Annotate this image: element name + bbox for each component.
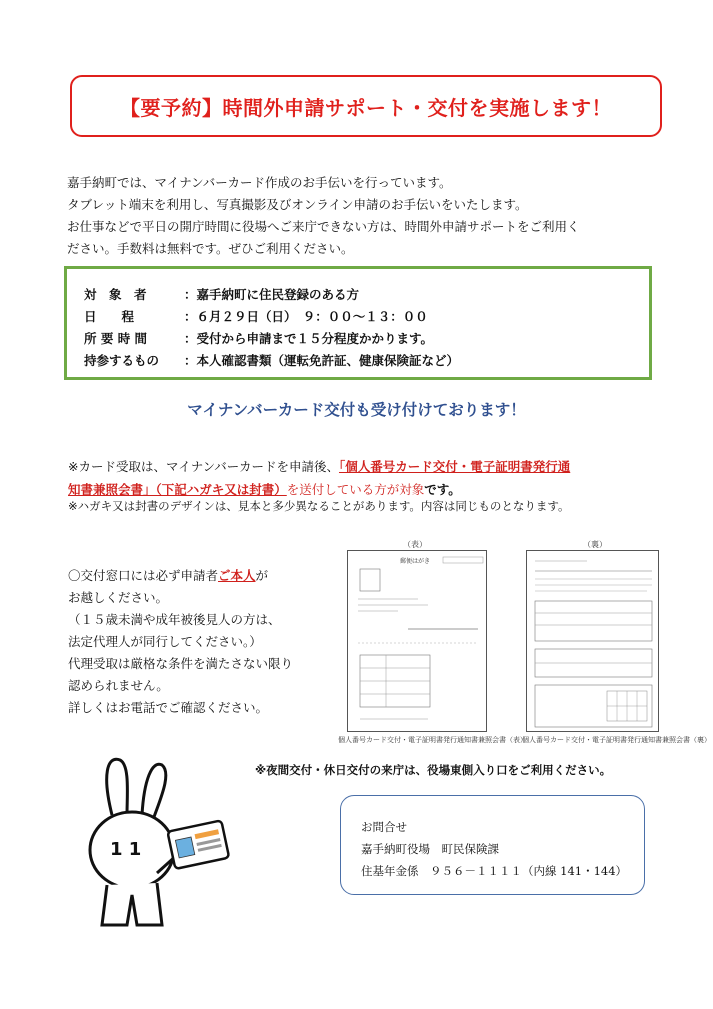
intro-line: 嘉手納町では、マイナンバーカード作成のお手伝いを行っています。 <box>67 175 452 190</box>
contact-office: 嘉手納町役場 町民保険課 <box>361 842 499 856</box>
page-title: 【要予約】時間外申請サポート・交付を実施します！ <box>120 95 612 120</box>
intro-text <box>67 172 657 260</box>
window-notice <box>68 565 338 719</box>
intro-line: お仕事などで平日の開庁時間に役場へご来庁できない方は、時間外申請サポートをご利用く <box>67 219 580 234</box>
title-banner <box>70 75 662 137</box>
info-label: 持参するもの <box>84 353 160 368</box>
note-text: ※カード受取は、マイナンバーカードを申請後、 <box>68 459 339 474</box>
info-row-duration <box>84 329 433 347</box>
info-row-target <box>84 285 359 303</box>
front-card-sample <box>347 550 487 732</box>
window-line: 詳しくはお電話でご確認ください。 <box>68 700 269 715</box>
window-line: 代理受取は厳格な条件を満たさない限り <box>68 656 294 671</box>
mascot-rabbit-image <box>72 755 232 935</box>
delivery-headline: マイナンバーカード交付も受け付けております！ <box>187 401 526 419</box>
info-row-bring <box>84 351 459 369</box>
postcard-front-image <box>348 551 488 733</box>
postcard-back-image <box>527 551 660 733</box>
info-value: ：嘉手納町に住民登録のある方 <box>184 287 360 302</box>
note-text: です。 <box>424 482 461 497</box>
postcard-header: 郵便はがき <box>400 558 431 565</box>
window-text: 〇交付窓口には必ず申請者 <box>68 568 219 583</box>
info-label: 日 程 <box>84 309 135 324</box>
intro-line: ださい。手数料は無料です。ぜひご利用ください。 <box>67 241 354 256</box>
contact-box <box>340 795 645 895</box>
contact-phone: 住基年金係 ９５６－１１１１（内線 141・144） <box>361 864 628 878</box>
design-note: ※ハガキ又は封書のデザインは、見本と多少異なることがあります。内容は同じものとなります。 <box>68 499 570 513</box>
info-label: 所 要 時 間 <box>84 331 148 346</box>
contact-heading: お問合せ <box>361 820 407 834</box>
back-card-sample <box>526 550 659 732</box>
window-emphasis: ご本人 <box>218 568 256 583</box>
front-caption: 個人番号カード交付・電子証明書発行通知書兼照会書（表） <box>338 736 527 744</box>
window-line: （１５歳未満や成年被後見人の方は、 <box>68 612 281 627</box>
mascot-face-text: 1 1 <box>110 839 142 860</box>
notice-title: 「個人番号カード交付・電子証明書発行通 <box>338 459 571 474</box>
intro-line: タブレット端末を利用し、写真撮影及びオンライン申請のお手伝いをいたします。 <box>67 197 528 212</box>
window-line: 法定代理人が同行してください。） <box>68 634 262 649</box>
night-entrance-note: ※夜間交付・休日交付の来庁は、役場東側入り口をご利用ください。 <box>255 763 612 777</box>
info-label: 対 象 者 <box>84 287 147 302</box>
notice-title: 知書兼照会書」（下記ハガキ又は封書） <box>68 482 287 497</box>
window-line: 認められません。 <box>68 678 169 693</box>
info-value: ：受付から申請まで１５分程度かかります。 <box>184 331 434 346</box>
info-value: ：本人確認書類（運転免許証、健康保険証など） <box>184 353 460 368</box>
front-label: （表） <box>403 540 427 549</box>
pickup-note <box>68 455 658 501</box>
window-line: お越しください。 <box>68 590 169 605</box>
note-text: を送付している方が対象 <box>286 482 425 497</box>
back-caption: 個人番号カード交付・電子証明書発行通知書兼照会書（裏） <box>522 736 711 744</box>
window-text: が <box>255 568 269 583</box>
back-label: （裏） <box>583 540 607 549</box>
info-value: ：６月２９日（日） ９：００～１３：００ <box>184 309 428 324</box>
info-row-date <box>84 307 428 325</box>
